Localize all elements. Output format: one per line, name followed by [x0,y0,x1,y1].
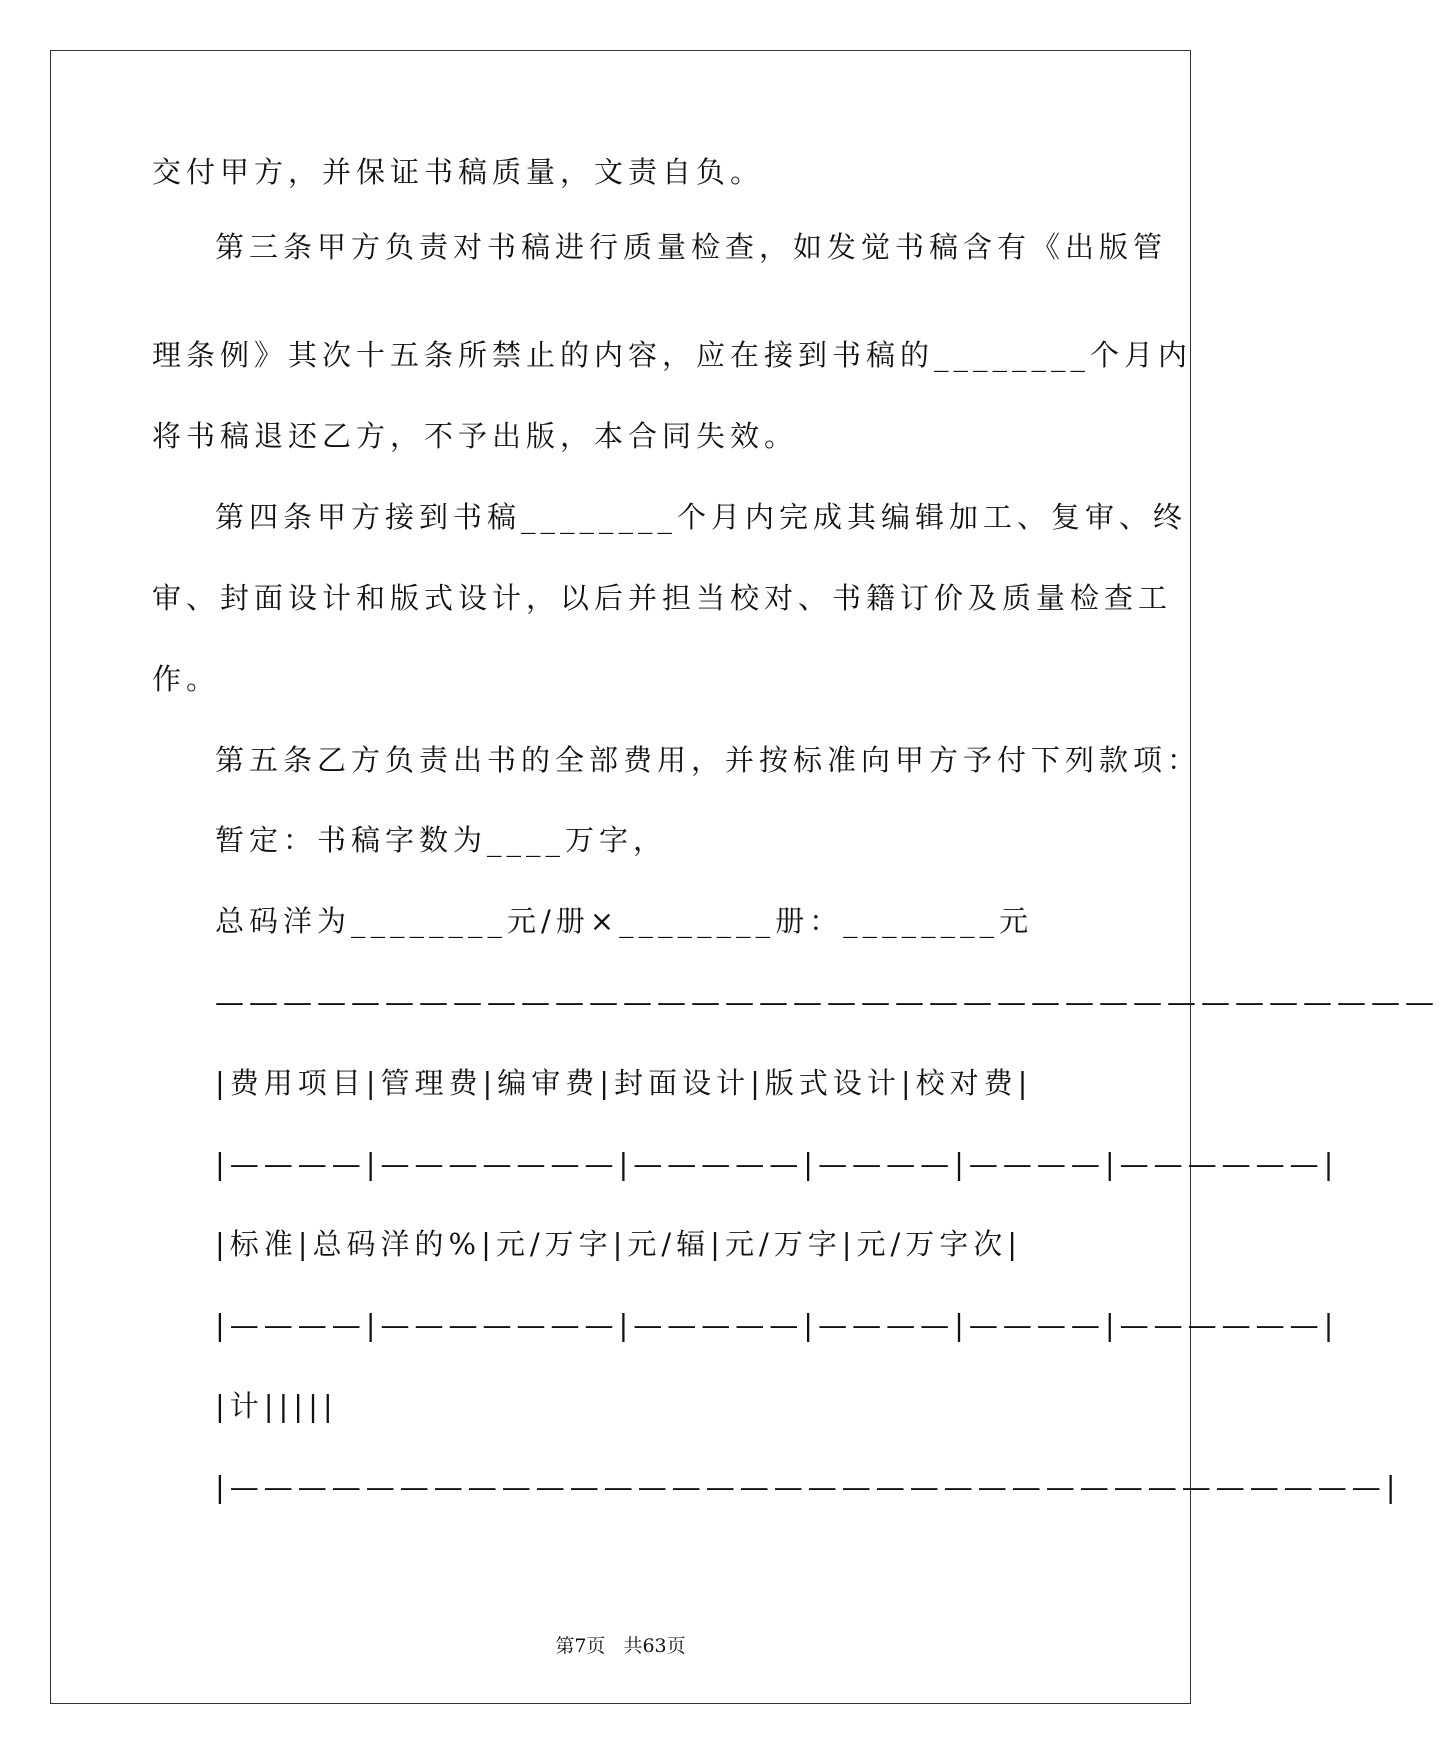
table-total-row: |计||||| [215,1389,338,1423]
table-standard-row: |标准|总码洋的%|元/万字|元/辐|元/万字|元/万字次| [215,1227,1023,1261]
text-line-4: 将书稿退还乙方，不予出版，本合同失效。 [152,419,799,453]
page-footer [0,1631,1241,1658]
page-total: 共63页 [623,1635,686,1657]
table-rule-1: |————|———————|—————|————|————|——————| [215,1147,1339,1181]
text-line-6: 审、封面设计和版式设计，以后并担当校对、书籍订价及质量检查工 [152,581,1173,615]
separator-line: ———————————————————————————————————— [215,985,1439,1019]
text-line-2: 第三条甲方负责对书稿进行质量检查，如发觉书稿含有《出版管 [215,230,1168,264]
text-line-3: 理条例》其次十五条所禁止的内容，应在接到书稿的________个月内 [152,338,1193,372]
text-line-1: 交付甲方，并保证书稿质量，文责自负。 [152,155,765,189]
text-line-7: 作。 [152,662,221,696]
table-header-row: |费用项目|管理费|编审费|封面设计|版式设计|校对费| [215,1066,1033,1100]
page-number: 第7页 [555,1635,606,1657]
text-line-9: 暂定：书稿字数为____万字， [215,823,668,857]
text-line-10: 总码洋为________元/册×________册：________元 [215,904,1034,938]
text-line-8: 第五条乙方负责出书的全部费用，并按标准向甲方予付下列款项： [215,743,1202,777]
table-bottom-rule: |——————————————————————————————————| [215,1470,1401,1504]
table-rule-2: |————|———————|—————|————|————|——————| [215,1308,1339,1342]
text-line-5: 第四条甲方接到书稿________个月内完成其编辑加工、复审、终 [215,500,1188,534]
page-frame [50,50,1191,1704]
